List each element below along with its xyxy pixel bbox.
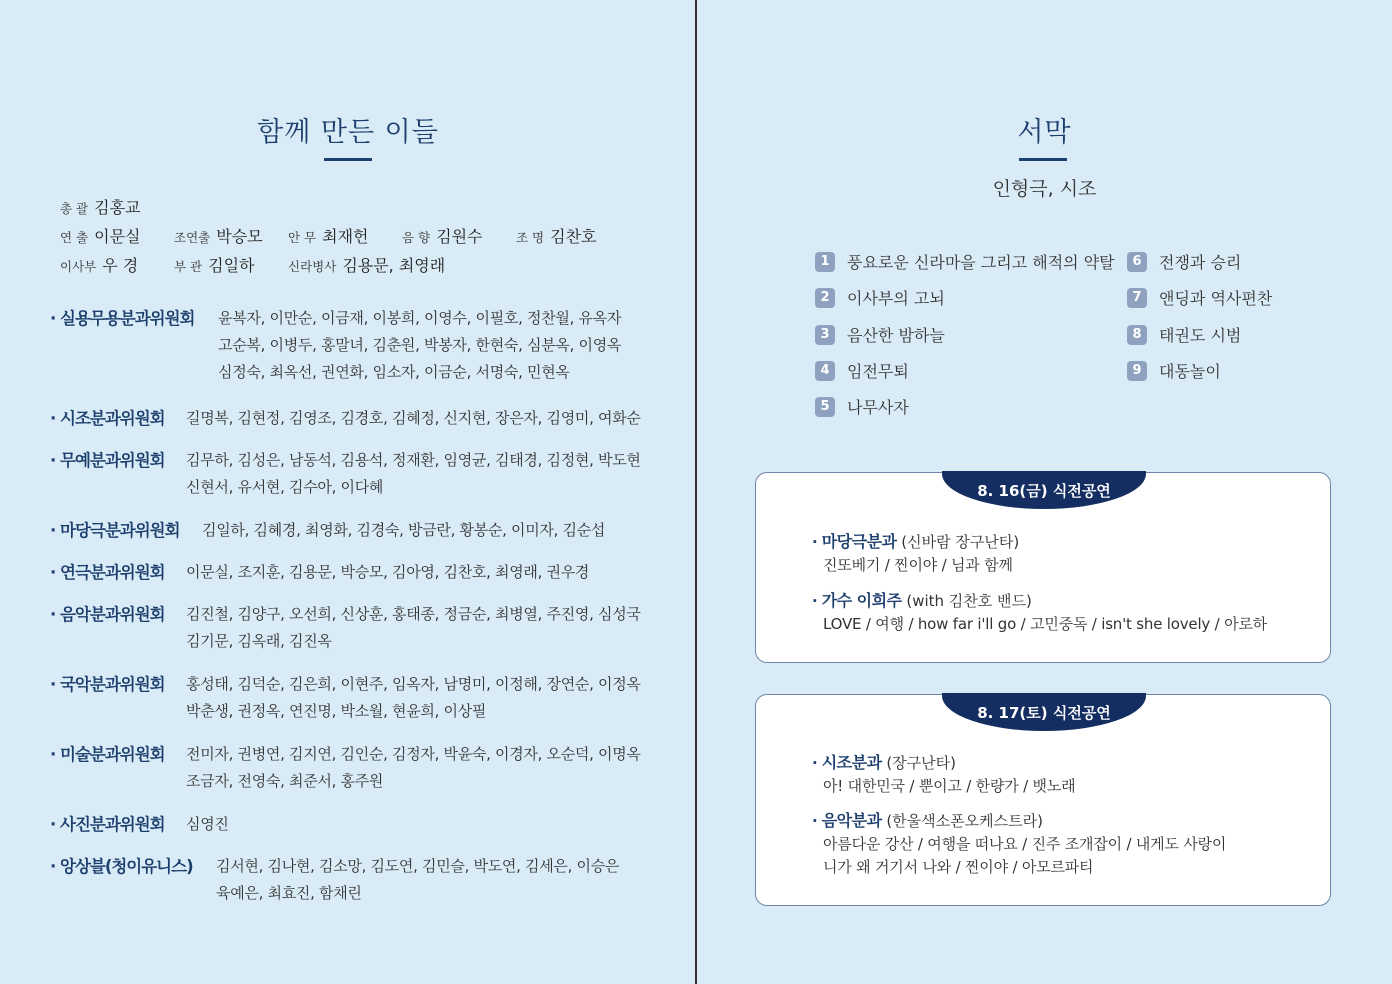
show-box-aug17 [755,694,1331,906]
committee-members: 김일하, 김혜경, 최영화, 김경숙, 방금란, 황봉순, 이미자, 김순섭 [202,521,606,539]
program-text: 앤딩과 역사편찬 [1159,289,1273,308]
credit-lighting [516,223,597,252]
bullet: · [812,533,818,551]
committee-practical-dance [50,305,670,405]
bullet: · [812,812,818,830]
committee-members: 김무하, 김성은, 남동석, 김용석, 정재환, 임영균, 김태경, 김정현, 박도현 [186,451,641,469]
program-item [815,286,945,309]
committee-label: · 미술분과위원회 [50,745,165,764]
committee-label: · 연극분과위원회 [50,563,165,582]
committee-members: 김기문, 김옥래, 김진옥 [186,632,332,650]
credit-director [60,223,174,252]
committee-members: 이문실, 조지훈, 김용문, 박승모, 김아영, 김찬호, 최영래, 권우경 [186,563,590,581]
program-number: 5 [815,397,835,417]
credit-assistant-director [174,223,288,252]
program-item [1127,359,1221,382]
credit-name: 김홍교 [94,198,141,217]
committee-members: 박춘생, 권정옥, 연진명, 박소월, 현윤희, 이상필 [186,702,487,720]
committee-members: 신현서, 유서현, 김수아, 이다혜 [186,478,384,496]
performance-heading [812,589,1267,613]
program-item [815,323,945,346]
performer-name: 시조분과 [821,753,882,772]
credit-row-2 [60,223,597,252]
program-number: 1 [815,252,835,272]
credit-role: 음 향 [402,230,431,245]
program-number: 3 [815,325,835,345]
committee-label: · 실용무용분과위원회 [50,309,195,328]
bullet: · [812,754,818,772]
credit-role: 부 관 [174,259,203,274]
program-item [1127,250,1241,273]
song-list: 니가 왜 거기서 나와 / 찐이야 / 아모르파티 [823,858,1094,876]
credit-soldiers [288,252,445,281]
program-item [815,250,1115,273]
program-item [815,359,909,382]
performer-note: (한울색소폰오케스트라) [886,812,1043,830]
song-list: 아름다운 강산 / 여행을 떠나요 / 진주 조개잡이 / 내게도 사랑이 [823,835,1227,853]
credit-name: 박승모 [216,227,263,246]
performance-heading [812,751,1075,775]
show-box-aug16 [755,472,1331,663]
program-text: 이사부의 고뇌 [847,289,945,308]
committee-members: 전미자, 권병연, 김지연, 김인순, 김정자, 박윤숙, 이경자, 오순덕, 이명옥 [186,745,641,763]
credit-role: 조연출 [174,230,211,245]
credit-role: 안 무 [288,230,317,245]
credit-name: 김원수 [436,227,483,246]
performance-entry [812,530,1019,577]
credit-role: 총 괄 [60,201,89,216]
prologue-title: 서막 [1017,117,1072,148]
committee-label: · 마당극분과위원회 [50,521,180,540]
performance-heading [812,809,1226,833]
credit-name: 이문실 [94,227,141,246]
committee-label: · 국악분과위원회 [50,675,165,694]
credit-adjutant [174,252,288,281]
program-number: 7 [1127,288,1147,308]
staff-credits [60,194,597,281]
credit-role: 조 명 [516,230,545,245]
committee-madang [50,517,670,559]
committee-sijo [50,405,670,447]
credits-title: 함께 만든 이들 [257,117,439,148]
program-number: 6 [1127,252,1147,272]
committee-members: 조금자, 전영숙, 최준서, 홍주원 [186,772,384,790]
program-text: 임전무퇴 [847,362,909,381]
program-item [815,395,909,418]
performer-note: (신바람 장구난타) [901,533,1020,551]
song-list: LOVE / 여행 / how far i'll go / 고민중독 / isn't she lovely / 아로하 [823,615,1267,633]
program-number: 9 [1127,361,1147,381]
credit-role: 신라병사 [288,259,337,274]
committee-members: 홍성태, 김덕순, 김은희, 이현주, 임옥자, 남명미, 이정해, 장연순, 이정옥 [186,675,641,693]
credit-sound [402,223,516,252]
committee-list [50,305,670,913]
committee-members: 고순복, 이병두, 홍말녀, 김춘원, 박봉자, 한현숙, 심분옥, 이영옥 [218,336,622,354]
committee-members: 심정숙, 최옥선, 권연화, 임소자, 이금순, 서명숙, 민현옥 [218,363,570,381]
prologue-subtitle: 인형극, 시조 [992,178,1097,200]
credit-role: 이사부 [60,259,97,274]
committee-art [50,741,670,811]
show-date-badge: 8. 16(금) 식전공연 [942,471,1146,509]
program-text: 풍요로운 신라마을 그리고 해적의 약탈 [847,253,1115,272]
committee-members: 윤복자, 이만순, 이금재, 이봉희, 이영수, 이필호, 정찬월, 유옥자 [218,309,622,327]
program-text: 태권도 시범 [1159,326,1242,345]
credit-row-1 [60,194,597,223]
performer-name: 마당극분과 [821,532,897,551]
committee-label: · 사진분과위원회 [50,815,165,834]
credit-name: 김용문, 최영래 [342,256,446,275]
show-date-badge: 8. 17(토) 식전공연 [942,693,1146,731]
credit-name: 김일하 [208,256,255,275]
committee-label: · 무예분과위원회 [50,451,165,470]
program-number: 4 [815,361,835,381]
credit-choreography [288,223,402,252]
committee-theater [50,559,670,601]
committee-members: 육예은, 최효진, 함채린 [216,884,362,902]
program-text: 음산한 밤하늘 [847,326,945,345]
performance-heading [812,530,1019,554]
credit-name: 우 경 [102,256,139,275]
credit-role: 연 출 [60,230,89,245]
committee-label: · 음악분과위원회 [50,605,165,624]
committee-gugak [50,671,670,741]
committee-members: 김진철, 김양구, 오선희, 신상훈, 홍태종, 정금순, 최병열, 주진영, 심성국 [186,605,641,623]
committee-photo [50,811,670,853]
program-item [1127,286,1272,309]
bullet: · [812,592,818,610]
credit-name: 김찬호 [550,227,597,246]
credit-name: 최재헌 [322,227,369,246]
performer-name: 가수 이희주 [821,591,902,610]
committee-ensemble [50,853,670,913]
committee-members: 길명복, 김현정, 김영조, 김경호, 김혜정, 신지현, 장은자, 김영미, 여화순 [186,409,641,427]
committee-label: · 시조분과위원회 [50,409,165,428]
committee-martial-arts [50,447,670,517]
performer-note: (장구난타) [886,754,956,772]
right-page [697,0,1392,984]
program-text: 나무사자 [847,398,909,417]
credit-isabu [60,252,174,281]
program-text: 대동놀이 [1159,362,1221,381]
performer-name: 음악분과 [821,811,882,830]
performance-entry [812,751,1075,798]
committee-music [50,601,670,671]
committee-label: · 앙상블(청이유니스) [50,857,193,876]
program-number: 8 [1127,325,1147,345]
song-list: 아! 대한민국 / 뿐이고 / 한량가 / 뱃노래 [823,777,1076,795]
committee-members: 심영진 [186,815,229,833]
committee-members: 김서현, 김나현, 김소망, 김도연, 김민슬, 박도연, 김세은, 이승은 [216,857,620,875]
song-list: 진또베기 / 찐이야 / 님과 함께 [823,556,1013,574]
credit-general [60,194,141,223]
performance-entry [812,809,1226,879]
title-underline [1019,158,1067,161]
performance-entry [812,589,1267,636]
program-number: 2 [815,288,835,308]
program-text: 전쟁과 승리 [1159,253,1242,272]
title-underline [324,158,372,161]
credit-row-3 [60,252,597,281]
performer-note: (with 김찬호 밴드) [906,592,1032,610]
program-item [1127,323,1241,346]
